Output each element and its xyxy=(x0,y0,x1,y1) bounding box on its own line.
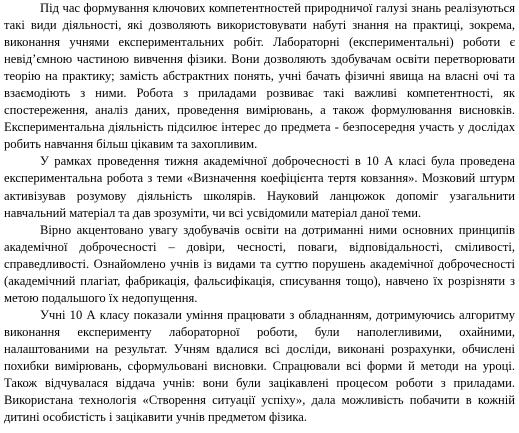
paragraph-results: Учні 10 А класу показали уміння працювати з обладнанням, дотримуючись алгоритму виконання експерименту лабораторної роботи, були наполегливими, охайними, налаштованими на результат. Учням вдалися всі досліди, виконані розрахунки, обчислені похибки вимірювань, сформульовані висновки. Спрацювали всі форми й методи на уроці. Також відчувалася віддача учнів: вони були зацікавлені процесом роботи з приладами. Використана технологія «Створення ситуації успіху», дала можливість побачити в кожній дитині особистість і зацікавити учнів предметом фізика. xyxy=(4,307,515,425)
paragraph-integrity: Вірно акцентовано увагу здобувачів освіти на дотриманні ними основних принципів академічної доброчесності – довіри, чесності, поваги, відповідальності, сміливості, справедливості. Ознайомлено учнів із видами та суттю порушень академічної доброчесності (академічний плагіат, фабрикація, фальсифікація, списування тощо), навчено їх розрізняти з метою подальшого їх недопущення. xyxy=(4,222,515,305)
paragraph-competencies: Під час формування ключових компетентностей природничої галузі знань реалізуються такі види діяльності, які дозволяють використовувати набуті знання на практиці, зокрема, виконання учнями експериментальних робіт. Лабораторні (експериментальні) роботи є невід’ємною частиною вивчення фізики. Вони дозволяють здобувачам освіти перетворювати теорію на практику; замість абстрактних понять, учні бачать фізичні явища на власні очі та взаємодіють з ними. Робота з приладами розвиває такі важливі компетентності, як спостереження, аналіз даних, проведення вимірювань, а також формулювання висновків. Експериментальна діяльність підсилює інтерес до предмета - безпосередня участь у дослідах робить навчання більш цікавим та захопливим. xyxy=(4,1,515,152)
paragraph-experiment: У рамках проведення тижня академічної доброчесності в 10 А класі була проведена експериментальна робота з теми «Визначення коефіцієнта тертя ковзання». Мозковий штурм активізував розумову діяльність школярів. Науковий ланцюжок допоміг узагальнити навчальний матеріал та дав зрозуміти, чи всі усвідомили матеріал даної теми. xyxy=(4,154,515,220)
